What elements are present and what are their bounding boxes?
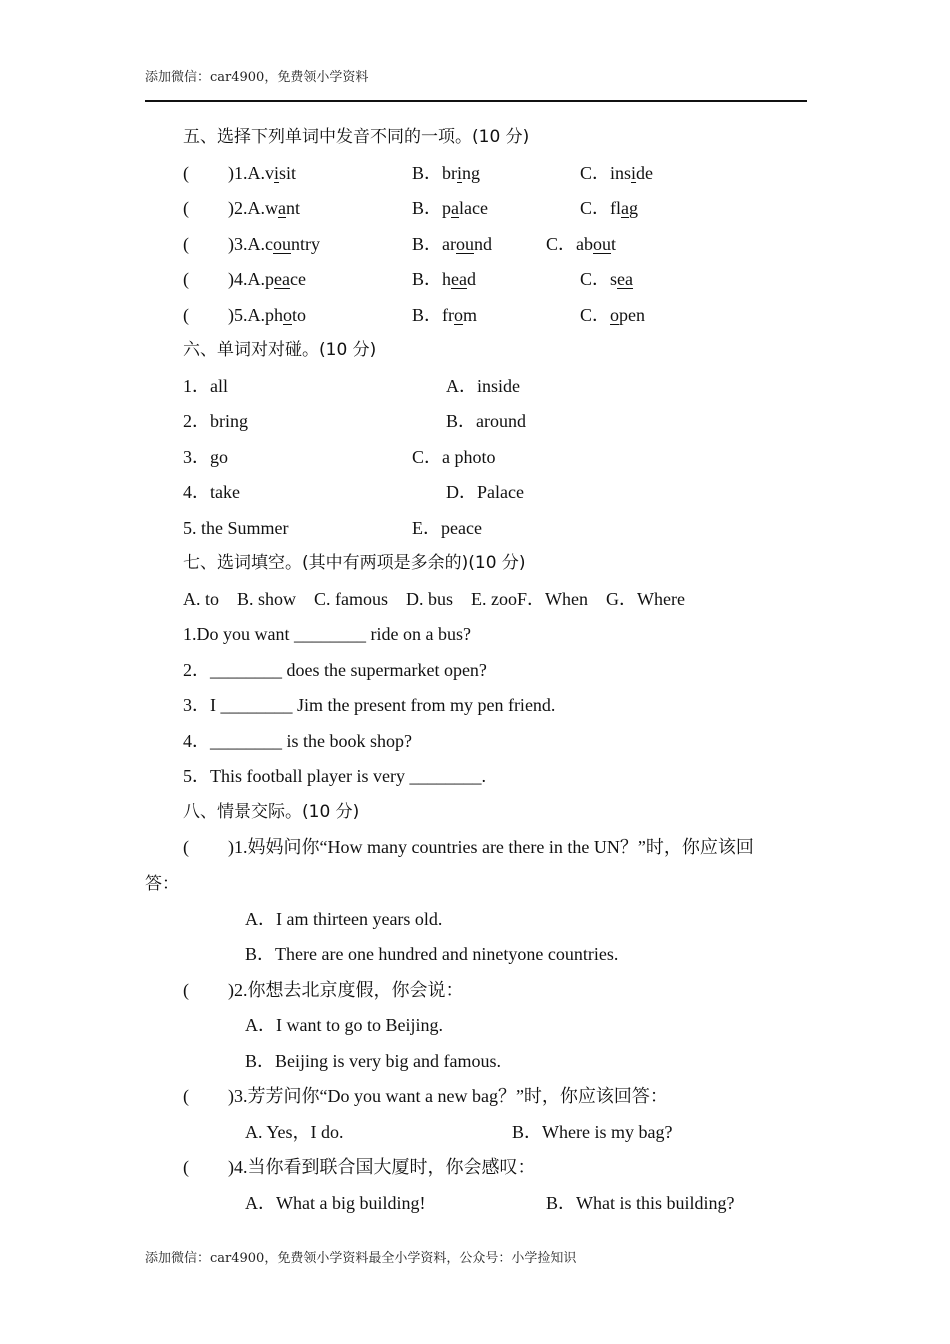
match-right-b: B．around <box>446 411 526 431</box>
word-part: p <box>442 198 452 218</box>
phonics-q4-option-a <box>228 268 306 290</box>
match-left-3: 3．go <box>183 447 228 467</box>
word-part: h <box>442 269 452 289</box>
word-part: w <box>265 198 278 218</box>
underlined-letters: o <box>610 305 620 325</box>
word-part: to <box>292 305 307 325</box>
phonics-q1-option-b <box>412 162 480 184</box>
answer-paren[interactable]: ( <box>183 1157 189 1177</box>
word-part: pen <box>619 305 646 325</box>
underlined-letters: ou <box>456 234 474 254</box>
word-part: fl <box>610 198 622 218</box>
phonics-q5-option-c <box>580 304 645 326</box>
question-number: )1.A. <box>228 163 265 183</box>
word-part: ntry <box>291 234 320 254</box>
fill-item-1: 1.Do you want ________ ride on a bus? <box>183 624 471 644</box>
answer-paren[interactable]: ( <box>183 980 189 1000</box>
underlined-letters: o <box>454 305 464 325</box>
phonics-q4-option-c <box>580 268 633 290</box>
underlined-letters: ou <box>273 234 291 254</box>
section7-title: 七、选词填空。(其中有两项是多余的)(10 分) <box>183 553 526 573</box>
dialog-q3-stem: )3.芳芳问你“Do you want a new bag？”时，你应该回答： <box>228 1086 668 1106</box>
underlined-letters: i <box>274 163 280 183</box>
underlined-letters: a <box>621 198 630 218</box>
answer-paren[interactable]: ( <box>183 305 189 325</box>
word-part: ng <box>462 163 481 183</box>
underlined-letters: i <box>457 163 463 183</box>
option-label: B． <box>412 305 443 325</box>
word-part: d <box>467 269 476 289</box>
underlined-letters: ea <box>274 269 290 289</box>
dialog-q4-option-a: A．What a big building! <box>245 1193 426 1213</box>
phonics-q3-option-b <box>412 233 492 255</box>
word-part: ph <box>265 305 283 325</box>
word-part: de <box>636 163 654 183</box>
option-label: C． <box>546 234 577 254</box>
page-footer: 添加微信：car4900，免费领小学资料最全小学资料，公众号：小学捡知识 <box>145 1251 577 1266</box>
word-part: fr <box>442 305 455 325</box>
word-part: nd <box>474 234 492 254</box>
dialog-q1-stem: )1.妈妈问你“How many countries are there in the UN？”时，你应该回 <box>228 837 754 857</box>
match-left-1: 1．all <box>183 376 228 396</box>
option-label: C． <box>580 163 611 183</box>
option-label: C． <box>580 198 611 218</box>
answer-paren[interactable]: ( <box>183 837 189 857</box>
underlined-letters: i <box>631 163 637 183</box>
word-part: s <box>610 269 618 289</box>
word-part: v <box>265 163 274 183</box>
question-number: )2.A. <box>228 198 265 218</box>
dialog-q4-option-b: B．What is this building? <box>546 1193 735 1213</box>
phonics-q2-option-c <box>580 197 638 219</box>
word-part: m <box>463 305 478 325</box>
match-left-2: 2．bring <box>183 411 248 431</box>
underlined-letters: ea <box>451 269 467 289</box>
fill-item-5: 5．This football player is very ________. <box>183 766 486 786</box>
underlined-letters: o <box>283 305 292 325</box>
match-right-c: C．a photo <box>412 447 496 467</box>
header-rule <box>145 100 807 102</box>
option-label: B． <box>412 163 443 183</box>
answer-paren[interactable]: ( <box>183 1086 189 1106</box>
phonics-q2-option-a <box>228 197 300 219</box>
word-part: br <box>442 163 458 183</box>
word-part: c <box>265 234 273 254</box>
word-part: sit <box>279 163 297 183</box>
dialog-q1-cont: 答： <box>145 874 179 894</box>
section5-title: 五、选择下列单词中发音不同的一项。(10 分) <box>183 127 530 147</box>
option-label: C． <box>580 269 611 289</box>
section6-title: 六、单词对对碰。(10 分) <box>183 340 377 360</box>
question-number: )3.A. <box>228 234 265 254</box>
underlined-letters: a <box>278 198 286 218</box>
phonics-q1-option-c <box>580 162 653 184</box>
word-part: lace <box>459 198 488 218</box>
match-right-e: E．peace <box>412 518 482 538</box>
word-part: t <box>611 234 617 254</box>
fill-item-3: 3．I ________ Jim the present from my pen friend. <box>183 695 556 715</box>
phonics-q1-option-a <box>228 162 296 184</box>
word-part: nt <box>286 198 301 218</box>
section8-title: 八、情景交际。(10 分) <box>183 802 360 822</box>
dialog-q2-stem: )2.你想去北京度假，你会说： <box>228 980 464 1000</box>
dialog-q2-option-b: B．Beijing is very big and famous. <box>245 1051 501 1071</box>
word-part: p <box>265 269 274 289</box>
fill-item-4: 4．________ is the book shop? <box>183 731 412 751</box>
page-header: 添加微信：car4900，免费领小学资料 <box>145 70 369 85</box>
word-part: ce <box>289 269 306 289</box>
question-number: )4.A. <box>228 269 265 289</box>
phonics-q3-option-a <box>228 233 320 255</box>
underlined-letters: ea <box>617 269 634 289</box>
answer-paren[interactable]: ( <box>183 269 189 289</box>
match-right-a: A．inside <box>446 376 520 396</box>
dialog-q1-option-a: A．I am thirteen years old. <box>245 909 443 929</box>
phonics-q5-option-a <box>228 304 306 326</box>
underlined-letters: ou <box>593 234 612 254</box>
word-part: ins <box>610 163 632 183</box>
dialog-q4-stem: )4.当你看到联合国大厦时，你会感叹： <box>228 1157 536 1177</box>
match-left-4: 4．take <box>183 482 240 502</box>
match-right-d: D．Palace <box>446 482 524 502</box>
answer-paren[interactable]: ( <box>183 163 189 183</box>
phonics-q2-option-b <box>412 197 488 219</box>
question-number: )5.A. <box>228 305 265 325</box>
option-label: B． <box>412 269 443 289</box>
answer-paren[interactable]: ( <box>183 198 189 218</box>
dialog-q3-option-a: A. Yes，I do. <box>245 1122 344 1142</box>
option-label: C． <box>580 305 611 325</box>
phonics-q3-option-c <box>546 233 616 255</box>
word-part: ar <box>442 234 456 254</box>
phonics-q4-option-b <box>412 268 476 290</box>
option-label: B． <box>412 234 443 254</box>
match-left-5: 5. the Summer <box>183 518 289 538</box>
word-part: ab <box>576 234 594 254</box>
answer-paren[interactable]: ( <box>183 234 189 254</box>
option-label: B． <box>412 198 443 218</box>
fill-item-2: 2．________ does the supermarket open? <box>183 660 487 680</box>
word-part: g <box>629 198 639 218</box>
word-bank: A. to B. show C. famous D. bus E. zooF．When G．Where <box>183 589 685 609</box>
phonics-q5-option-b <box>412 304 477 326</box>
dialog-q1-option-b: B．There are one hundred and ninetyone countries. <box>245 944 619 964</box>
underlined-letters: a <box>451 198 460 218</box>
dialog-q2-option-a: A．I want to go to Beijing. <box>245 1015 443 1035</box>
dialog-q3-option-b: B．Where is my bag? <box>512 1122 673 1142</box>
